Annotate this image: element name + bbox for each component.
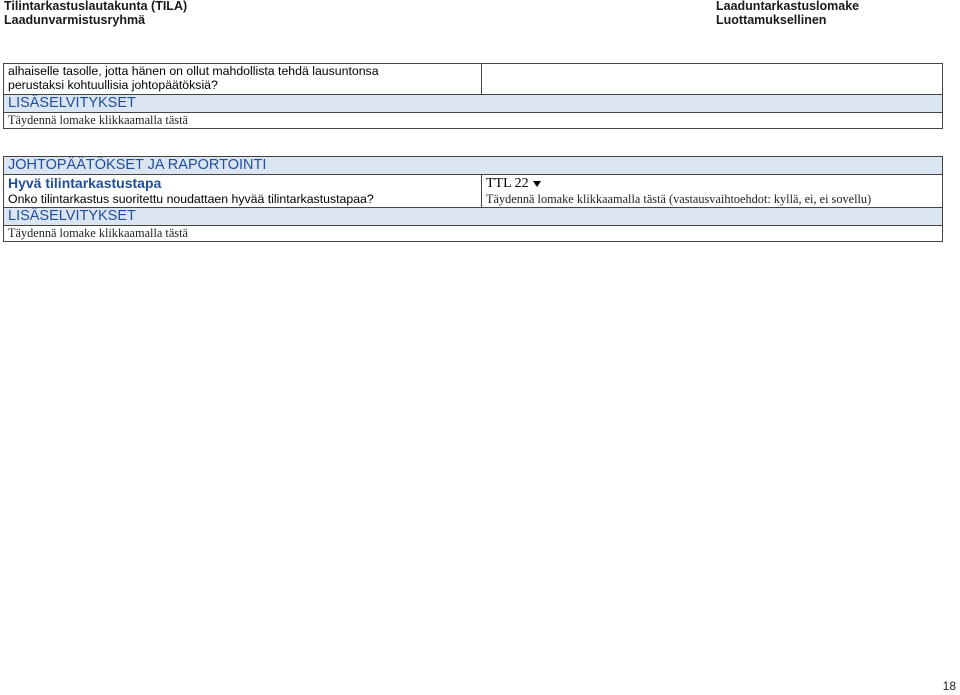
reference-dropdown[interactable] <box>486 175 938 192</box>
table-row <box>4 95 943 113</box>
section-heading-cell <box>4 157 943 175</box>
section-subheading: Hyvä tilintarkastustapa <box>8 175 162 191</box>
extra-info-fill-cell <box>4 226 943 242</box>
table-row <box>4 113 943 129</box>
reference-label: TTL 22 <box>486 176 529 191</box>
table-row <box>4 208 943 226</box>
header-classification: Luottamuksellinen <box>716 12 827 27</box>
answer-fill-field[interactable]: Täydennä lomake klikkaamalla tästä (vastausvaihtoehdot: kyllä, ei, ei sovellu) <box>486 192 872 206</box>
extra-info-fill-field[interactable]: Täydennä lomake klikkaamalla tästä <box>8 226 188 240</box>
question-cell <box>4 175 482 208</box>
question-cell <box>4 64 482 95</box>
extra-info-fill-cell <box>4 113 943 129</box>
form-table-2 <box>3 156 943 242</box>
extra-info-cell <box>4 95 943 113</box>
answer-cell[interactable] <box>482 64 943 95</box>
page-header-right <box>716 0 859 27</box>
question-line-2: perustaksi kohtuullisia johtopäätöksiä? <box>8 78 218 92</box>
table-row <box>4 175 943 208</box>
header-group: Laadunvarmistusryhmä <box>4 12 146 27</box>
extra-info-fill-field[interactable]: Täydennä lomake klikkaamalla tästä <box>8 113 188 127</box>
question-line-1: alhaiselle tasolle, jotta hänen on ollut mahdollista tehdä lausuntonsa <box>8 64 379 78</box>
section-heading: JOHTOPÄÄTÖKSET JA RAPORTOINTI <box>8 157 267 173</box>
chevron-down-icon <box>533 181 541 187</box>
form-table-1 <box>3 63 943 129</box>
header-org: Tilintarkastuslautakunta (TILA) <box>4 0 188 13</box>
page-header-left <box>4 0 187 27</box>
answer-cell <box>482 175 943 208</box>
table-row <box>4 64 943 95</box>
table-row <box>4 157 943 175</box>
question-text: Onko tilintarkastus suoritettu noudattaen hyvää tilintarkastustapaa? <box>8 192 374 206</box>
extra-info-heading: LISÄSELVITYKSET <box>8 208 136 224</box>
page-number: 18 <box>942 679 956 693</box>
extra-info-cell <box>4 208 943 226</box>
header-form-title: Laaduntarkastuslomake <box>716 0 860 13</box>
table-row <box>4 226 943 242</box>
extra-info-heading: LISÄSELVITYKSET <box>8 95 136 111</box>
